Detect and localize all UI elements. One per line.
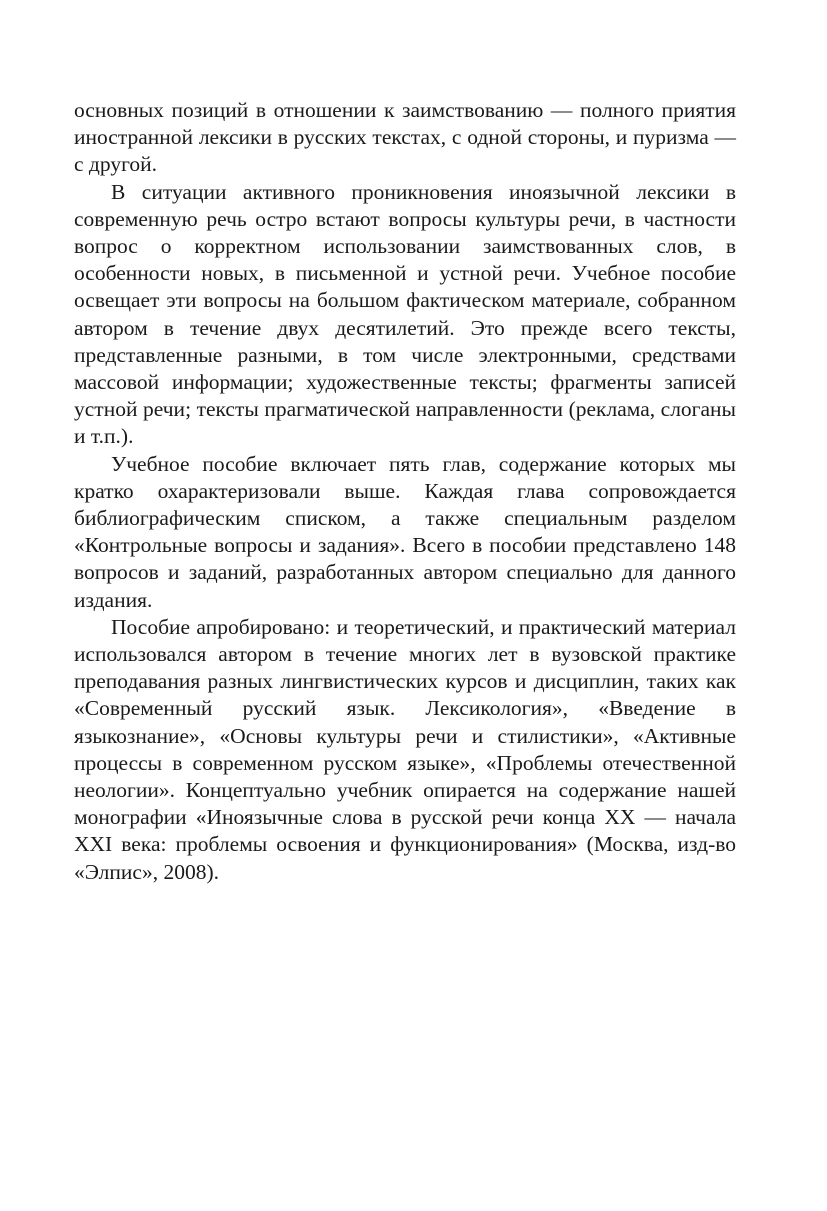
document-page bbox=[74, 97, 736, 886]
paragraph-speech-culture: В ситуации активного проникновения иноязычной лексики в современную речь остро встают вопросы культуры речи, в частности вопрос о корректном использовании заимствованных слов, в особенности новых, в письменной и устной речи. Учебное пособие освещает эти вопросы на большом фактическом материале, собранном автором в течение двух десятилетий. Это прежде всего тексты, представленные разными, в том числе электронными, средствами массовой информации; художественные тексты; фрагменты записей устной речи; тексты прагматической направленности (реклама, слоганы и т.п.). bbox=[74, 179, 736, 449]
paragraph-continuation: основных позиций в отношении к заимствованию — полного приятия иностранной лексики в русских текстах, с одной стороны, и пуризма — с другой. bbox=[74, 98, 736, 177]
paragraph-approbation: Пособие апробировано: и теоретический, и практический материал использовался автором в течение многих лет в вузовской практике преподавания разных лингвистических курсов и дисциплин, таких как «Современный русский язык. Лексикология», «Введение в языкознание», «Основы культуры речи и стилистики», «Активные процессы в современном русском языке», «Проблемы отечественной неологии». Концептуально учебник опирается на содержание нашей монографии «Иноязычные слова в русской речи конца XX — начала XXI века: проблемы освоения и функционирования» (Москва, изд-во «Элпис», 2008). bbox=[74, 614, 736, 884]
paragraph-book-structure: Учебное пособие включает пять глав, содержание которых мы кратко охарактеризовали выше. Каждая глава сопровождается библиографическим списком, а также специальным разделом «Контрольные вопросы и задания». Всего в пособии представлено 148 вопросов и заданий, разработанных автором специально для данного издания. bbox=[74, 451, 736, 612]
